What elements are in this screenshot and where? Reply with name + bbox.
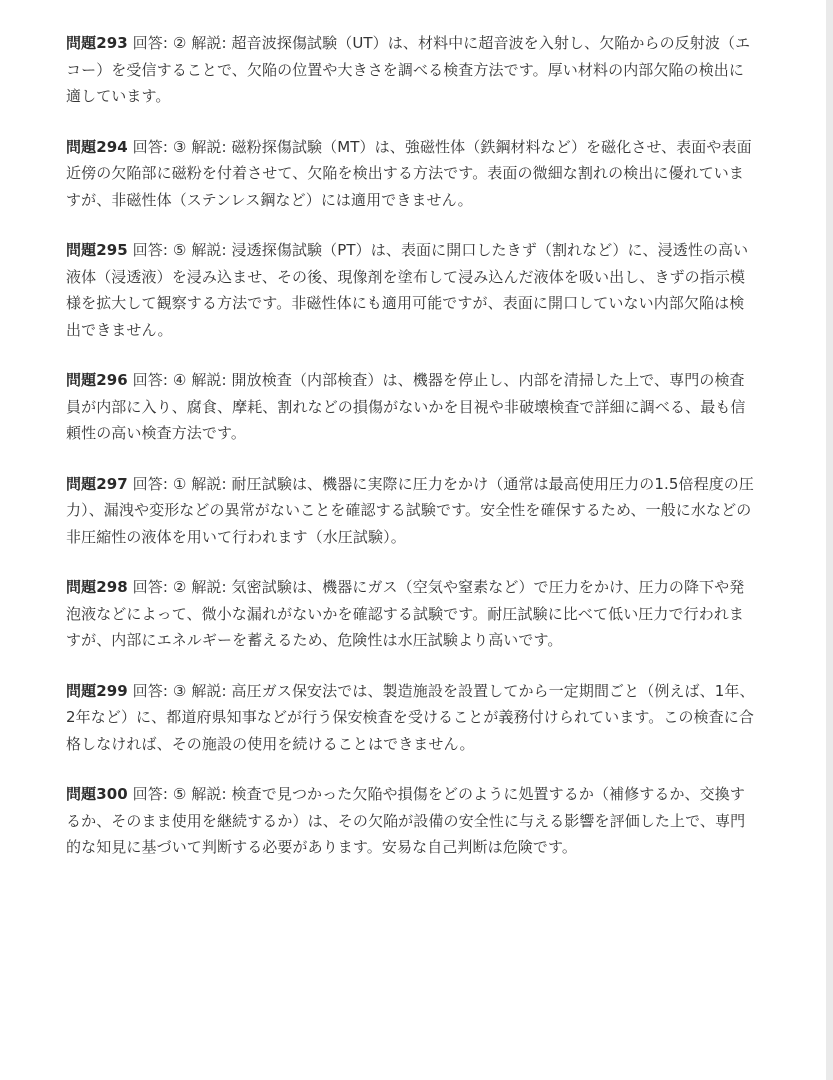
answer-entry-298	[66, 574, 756, 654]
answer-entry-297	[66, 471, 756, 551]
answer-text: 回答: ② 解説: 超音波探傷試験（UT）は、材料中に超音波を入射し、欠陥からの反射波（エコー）を受信することで、欠陥の位置や大きさを調べる検査方法です。厚い材料の内部欠陥の検出に適しています。	[66, 34, 751, 105]
answer-text: 回答: ⑤ 解説: 浸透探傷試験（PT）は、表面に開口したきず（割れなど）に、浸透性の高い液体（浸透液）を浸み込ませ、その後、現像剤を塗布して浸み込んだ液体を吸い出し、きずの指示模様を拡大して観察する方法です。非磁性体にも適用可能ですが、表面に開口していない内部欠陥は検出できません。	[66, 241, 749, 339]
question-number: 問題300	[66, 785, 128, 803]
answer-text: 回答: ③ 解説: 高圧ガス保安法では、製造施設を設置してから一定期間ごと（例えば、1年、2年など）に、都道府県知事などが行う保安検査を受けることが義務付けられています。この検査に合格しなければ、その施設の使用を続けることはできません。	[66, 681, 755, 753]
answer-entry-293	[66, 30, 756, 110]
answer-entry-296	[66, 367, 756, 447]
question-number: 問題298	[66, 578, 128, 596]
question-number: 問題296	[66, 371, 128, 389]
question-number: 問題299	[66, 681, 128, 700]
answer-text: 回答: ④ 解説: 開放検査（内部検査）は、機器を停止し、内部を清掃した上で、専門の検査員が内部に入り、腐食、摩耗、割れなどの損傷がないかを目視や非破壊検査で詳細に調べる、最も信頼性の高い検査方法です。	[66, 371, 746, 442]
answer-text: 回答: ⑤ 解説: 検査で見つかった欠陥や損傷をどのように処置するか（補修するか、交換するか、そのまま使用を継続するか）は、その欠陥が設備の安全性に与える影響を評価した上で、専門的な知見に基づいて判断する必要があります。安易な自己判断は危険です。	[66, 785, 746, 856]
question-number: 問題293	[66, 34, 128, 52]
answer-text: 回答: ③ 解説: 磁粉探傷試験（MT）は、強磁性体（鉄鋼材料など）を磁化させ、表面や表面近傍の欠陥部に磁粉を付着させて、欠陥を検出する方法です。表面の微細な割れの検出に優れていますが、非磁性体（ステンレス鋼など）には適用できません。	[66, 137, 752, 209]
question-number: 問題295	[66, 241, 128, 259]
answer-entry-294	[66, 134, 756, 214]
answer-entry-299	[66, 678, 756, 758]
question-number: 問題294	[66, 137, 128, 156]
answer-entry-300	[66, 781, 756, 861]
answer-list	[66, 30, 756, 885]
question-number: 問題297	[66, 474, 128, 493]
answer-text: 回答: ② 解説: 気密試験は、機器にガス（空気や窒素など）で圧力をかけ、圧力の降下や発泡液などによって、微小な漏れがないかを確認する試験です。耐圧試験に比べて低い圧力で行われますが、内部にエネルギーを蓄えるため、危険性は水圧試験より高いです。	[66, 578, 745, 649]
page-edge-shadow	[826, 0, 833, 1080]
answer-text: 回答: ① 解説: 耐圧試験は、機器に実際に圧力をかけ（通常は最高使用圧力の1.5倍程度の圧力）、漏洩や変形などの異常がないことを確認する試験です。安全性を確保するため、一般に水などの非圧縮性の液体を用いて行われます（水圧試験）。	[66, 474, 754, 546]
answer-entry-295	[66, 237, 756, 343]
